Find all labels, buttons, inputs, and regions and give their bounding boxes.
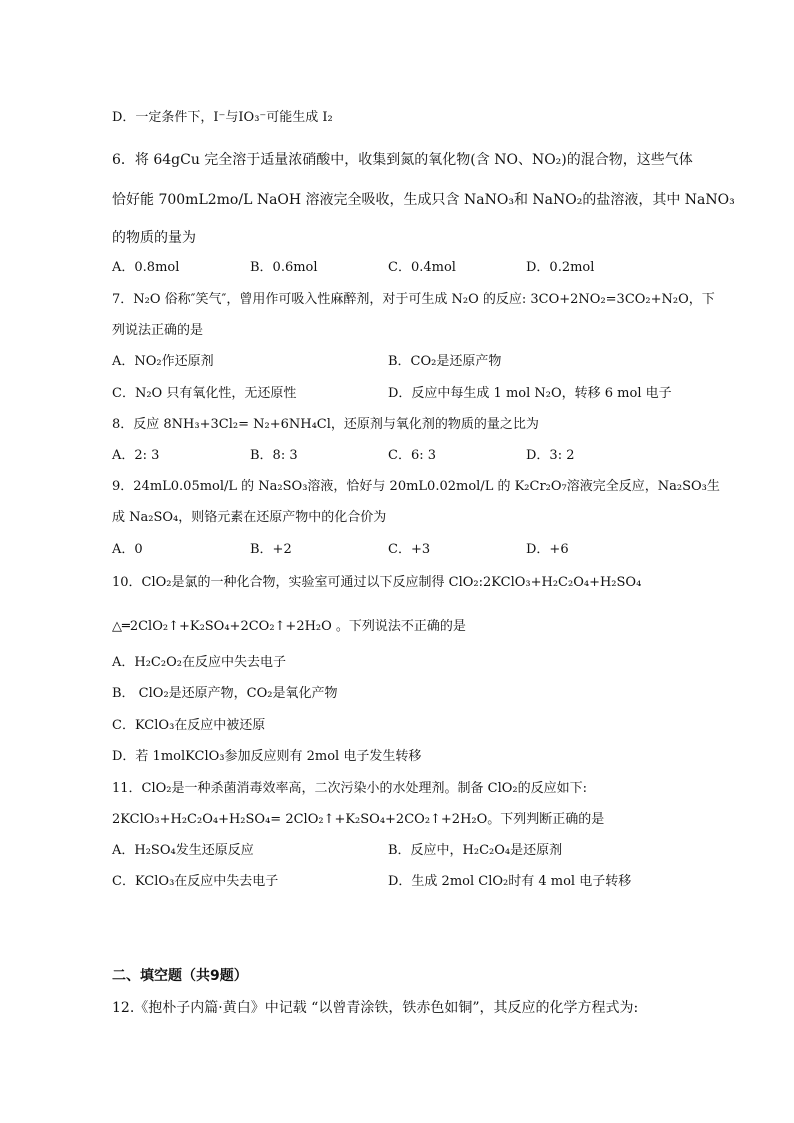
q6-option-d: D．0.2mol [526, 260, 595, 275]
q7-option-a: A．NO₂作还原剂 [112, 354, 214, 369]
q6-option-a: A．0.8mol [112, 260, 180, 275]
q7-option-b: B．CO₂是还原产物 [388, 354, 502, 369]
q8-option-c: C．6: 3 [388, 448, 437, 463]
q11-option-a: A．H₂SO₄发生还原反应 [112, 843, 254, 858]
q8-option-d: D．3: 2 [526, 448, 575, 463]
question-6-line-1: 6．将 64gCu 完全溶于适量浓硝酸中，收集到氮的氧化物(含 NO、NO₂)的混合物，这些气体 [112, 152, 693, 168]
q10-option-a: A．H₂C₂O₂在反应中失去电子 [112, 655, 286, 670]
question-7-line-2: 列说法正确的是 [112, 323, 204, 338]
question-6-line-2: 恰好能 700mL2mo/L NaOH 溶液完全吸收，生成只含 NaNO₃和 NaNO₂的盐溶液，其中 NaNO₃ [112, 192, 735, 208]
q9-option-b: B．+2 [250, 542, 292, 557]
q9-option-a: A．0 [112, 542, 143, 557]
question-10-line-1: 10．ClO₂是氯的一种化合物，实验室可通过以下反应制得 ClO₂:2KClO₃+H₂C₂O₄+H₂SO₄ [112, 575, 642, 590]
question-6-line-3: 的物质的量为 [112, 230, 196, 246]
q9-option-d: D．+6 [526, 542, 569, 557]
q11-option-c: C．KClO₃在反应中失去电子 [112, 874, 279, 889]
q9-option-c: C．+3 [388, 542, 431, 557]
q11-option-b: B．反应中，H₂C₂O₄是还原剂 [388, 843, 563, 858]
q8-option-a: A．2: 3 [112, 448, 160, 463]
question-8: 8．反应 8NH₃+3Cl₂= N₂+6NH₄Cl，还原剂与氧化剂的物质的量之比为 [112, 417, 539, 432]
q6-option-c: C．0.4mol [388, 260, 456, 275]
q6-option-b: B．0.6mol [250, 260, 318, 275]
q10-option-c: C．KClO₃在反应中被还原 [112, 718, 266, 733]
question-7-line-1: 7．N₂O 俗称″笑气″，曾用作可吸入性麻醉剂，对于可生成 N₂O 的反应: 3CO+2NO₂=3CO₂+N₂O，下 [112, 292, 715, 307]
question-9-line-1: 9．24mL0.05mol/L 的 Na₂SO₃溶液，恰好与 20mL0.02mol/L 的 K₂Cr₂O₇溶液完全反应，Na₂SO₃生 [112, 479, 720, 494]
q10-option-d: D．若 1molKClO₃参加反应则有 2mol 电子发生转移 [112, 749, 422, 764]
question-10-line-2: △═2ClO₂↑+K₂SO₄+2CO₂↑+2H₂O 。下列说法不正确的是 [112, 619, 466, 634]
q7-option-d: D．反应中每生成 1 mol N₂O，转移 6 mol 电子 [388, 386, 672, 401]
q11-option-d: D．生成 2mol ClO₂时有 4 mol 电子转移 [388, 874, 632, 889]
question-11-line-2: 2KClO₃+H₂C₂O₄+H₂SO₄= 2ClO₂↑+K₂SO₄+2CO₂↑+2H₂O。下列判断正确的是 [112, 812, 605, 827]
q10-option-b: B． ClO₂是还原产物，CO₂是氧化产物 [112, 686, 338, 701]
question-9-line-2: 成 Na₂SO₄，则铬元素在还原产物中的化合价为 [112, 510, 387, 525]
q7-option-c: C．N₂O 只有氧化性，无还原性 [112, 386, 297, 401]
q8-option-b: B．8: 3 [250, 448, 298, 463]
section-heading: 二、填空题（共9题） [112, 968, 248, 984]
question-12: 12.《抱朴子内篇·黄白》中记载 “以曾青涂铁，铁赤色如铜”，其反应的化学方程式为: [112, 1000, 639, 1016]
line-d-option-q5: D．一定条件下，I⁻与IO₃⁻可能生成 I₂ [112, 110, 333, 125]
question-11-line-1: 11．ClO₂是一种杀菌消毒效率高，二次污染小的水处理剂。制备 ClO₂的反应如下: [112, 781, 588, 796]
